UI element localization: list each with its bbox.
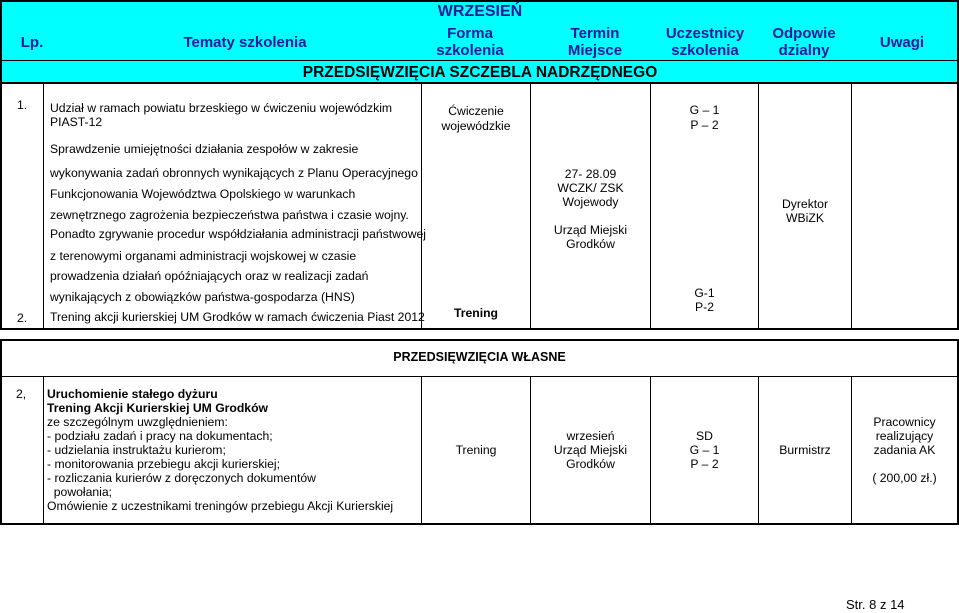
s1-row1-form-line2: wojewódzkie	[441, 119, 511, 133]
s1-row2-participants-p: P-2	[695, 300, 714, 314]
s1-row1-participants-g: G – 1	[689, 103, 720, 117]
s2-notes-line: Pracownicy	[873, 415, 936, 429]
col-responsible: Odpowie dzialny	[772, 25, 836, 59]
s1-body-line: z terenowymi organami administracji wojskowej w czasie	[50, 249, 357, 263]
s2-topic-line: - monitorowania przebiegu akcji kurierskiej;	[47, 457, 281, 471]
s2-term-line: Urząd Miejski	[553, 443, 628, 457]
s1-row1-form-line1: Ćwiczenie	[448, 104, 504, 118]
s1-body-line: wykonywania zadań obronnych wynikających z Planu Operacyjnego	[50, 166, 418, 180]
s2-topic-bold: Uruchomienie stałego dyżuru	[47, 387, 218, 401]
s2-participants-line: SD	[696, 429, 713, 443]
s1-row2-lp: 2.	[17, 311, 28, 325]
s2-notes-line: zadania AK	[873, 443, 936, 457]
s2-participants-line: P – 2	[690, 457, 719, 471]
s2-row-lp: 2,	[16, 387, 27, 401]
header-border-bottom	[0, 82, 959, 84]
s2-participants-line: G – 1	[689, 443, 720, 457]
s2-notes-line: realizujący	[875, 429, 934, 443]
table-header	[0, 0, 959, 84]
page-number: Str. 8 z 14	[846, 597, 905, 612]
s2-border-left	[0, 339, 2, 525]
col-form: Forma szkolenia	[436, 25, 504, 59]
s1-row2-participants-g: G-1	[694, 286, 715, 300]
s2-notes-cost: ( 200,00 zł.)	[872, 471, 937, 485]
s2-topic-line: - udzielania instruktażu kurierom;	[47, 443, 226, 457]
s2-topic-line: Omówienie z uczestnikami treningów przebiegu Akcji Kurierskiej	[47, 499, 394, 513]
s1-body-line: wynikających z obowiązków państwa-gospodarza (HNS)	[50, 290, 355, 304]
header-border-left	[0, 0, 2, 84]
s2-border-bottom	[0, 523, 959, 525]
s1-body-line: Funkcjonowania Województwa Opolskiego w warunkach	[50, 187, 356, 201]
col-term: Termin Miejsce	[567, 25, 623, 59]
s1-row1-title-line2: PIAST-12	[50, 115, 103, 129]
s1-border-bottom	[0, 328, 959, 330]
s1-row2-form: Trening	[453, 306, 498, 320]
s1-term-line: WCZK/ ZSK	[557, 181, 624, 195]
s2-topic-line: - rozliczania kurierów z doręczonych dokumentów	[47, 471, 316, 485]
s1-col-divider-6	[851, 84, 852, 330]
col-notes: Uwagi	[879, 33, 925, 51]
s2-topic-bold: Trening Akcji Kurierskiej UM Grodków	[47, 401, 269, 415]
header-border-top	[0, 0, 959, 2]
s1-col-divider-1	[43, 84, 44, 330]
s1-responsible-line1: Dyrektor	[781, 197, 829, 211]
s1-row2-topic: Trening akcji kurierskiej UM Grodków w ramach ćwiczenia Piast 2012	[50, 310, 425, 324]
s2-responsible: Burmistrz	[779, 443, 831, 457]
s1-responsible-line2: WBiZK	[786, 211, 824, 225]
col-lp: Lp.	[20, 33, 44, 51]
s1-term-line: Grodków	[566, 237, 615, 251]
s1-body-line: zewnętrznego zagrożenia bezpieczeństwa państwa i czasie wojny.	[50, 208, 409, 222]
s2-term-line: wrzesień	[566, 429, 615, 443]
s1-row1-participants-p: P – 2	[690, 118, 719, 132]
s1-border-left	[0, 84, 2, 330]
s2-form: Trening	[455, 443, 497, 457]
s2-col-divider-1	[43, 377, 44, 524]
s1-body-line: Sprawdzenie umiejętności działania zespołów w zakresie	[50, 142, 359, 156]
s1-term-date: 27- 28.09	[564, 167, 617, 181]
s1-row1-title-line1: Udział w ramach powiatu brzeskiego w ćwiczeniu wojewódzkim	[50, 101, 393, 115]
s2-topic-line: - podziału zadań i pracy na dokumentach;	[47, 429, 273, 443]
col-participants: Uczestnicy szkolenia	[665, 25, 745, 59]
s2-topic-line: powołania;	[47, 485, 113, 499]
section-title-own: PRZEDSIĘWZIĘCIA WŁASNE	[393, 350, 566, 364]
s2-title-divider	[0, 376, 959, 377]
s1-term-line: Urząd Miejski	[553, 223, 628, 237]
section-title-superior: PRZEDSIĘWZIĘCIA SZCZEBLA NADRZĘDNEGO	[302, 64, 658, 81]
s1-body-line: prowadzenia działań opóźniających oraz w realizacji zadań	[50, 269, 369, 283]
s1-body-line: Ponadto zgrywanie procedur współdziałania administracji państwowej	[50, 227, 426, 241]
col-topics: Tematy szkolenia	[183, 33, 307, 51]
s1-row1-lp: 1.	[17, 98, 28, 112]
s2-border-top	[0, 339, 959, 341]
month-title: WRZESIEŃ	[437, 3, 523, 20]
s2-term-line: Grodków	[566, 457, 615, 471]
s2-topic-line: ze szczególnym uwzględnieniem:	[47, 415, 228, 429]
s1-term-line: Wojewody	[562, 195, 619, 209]
